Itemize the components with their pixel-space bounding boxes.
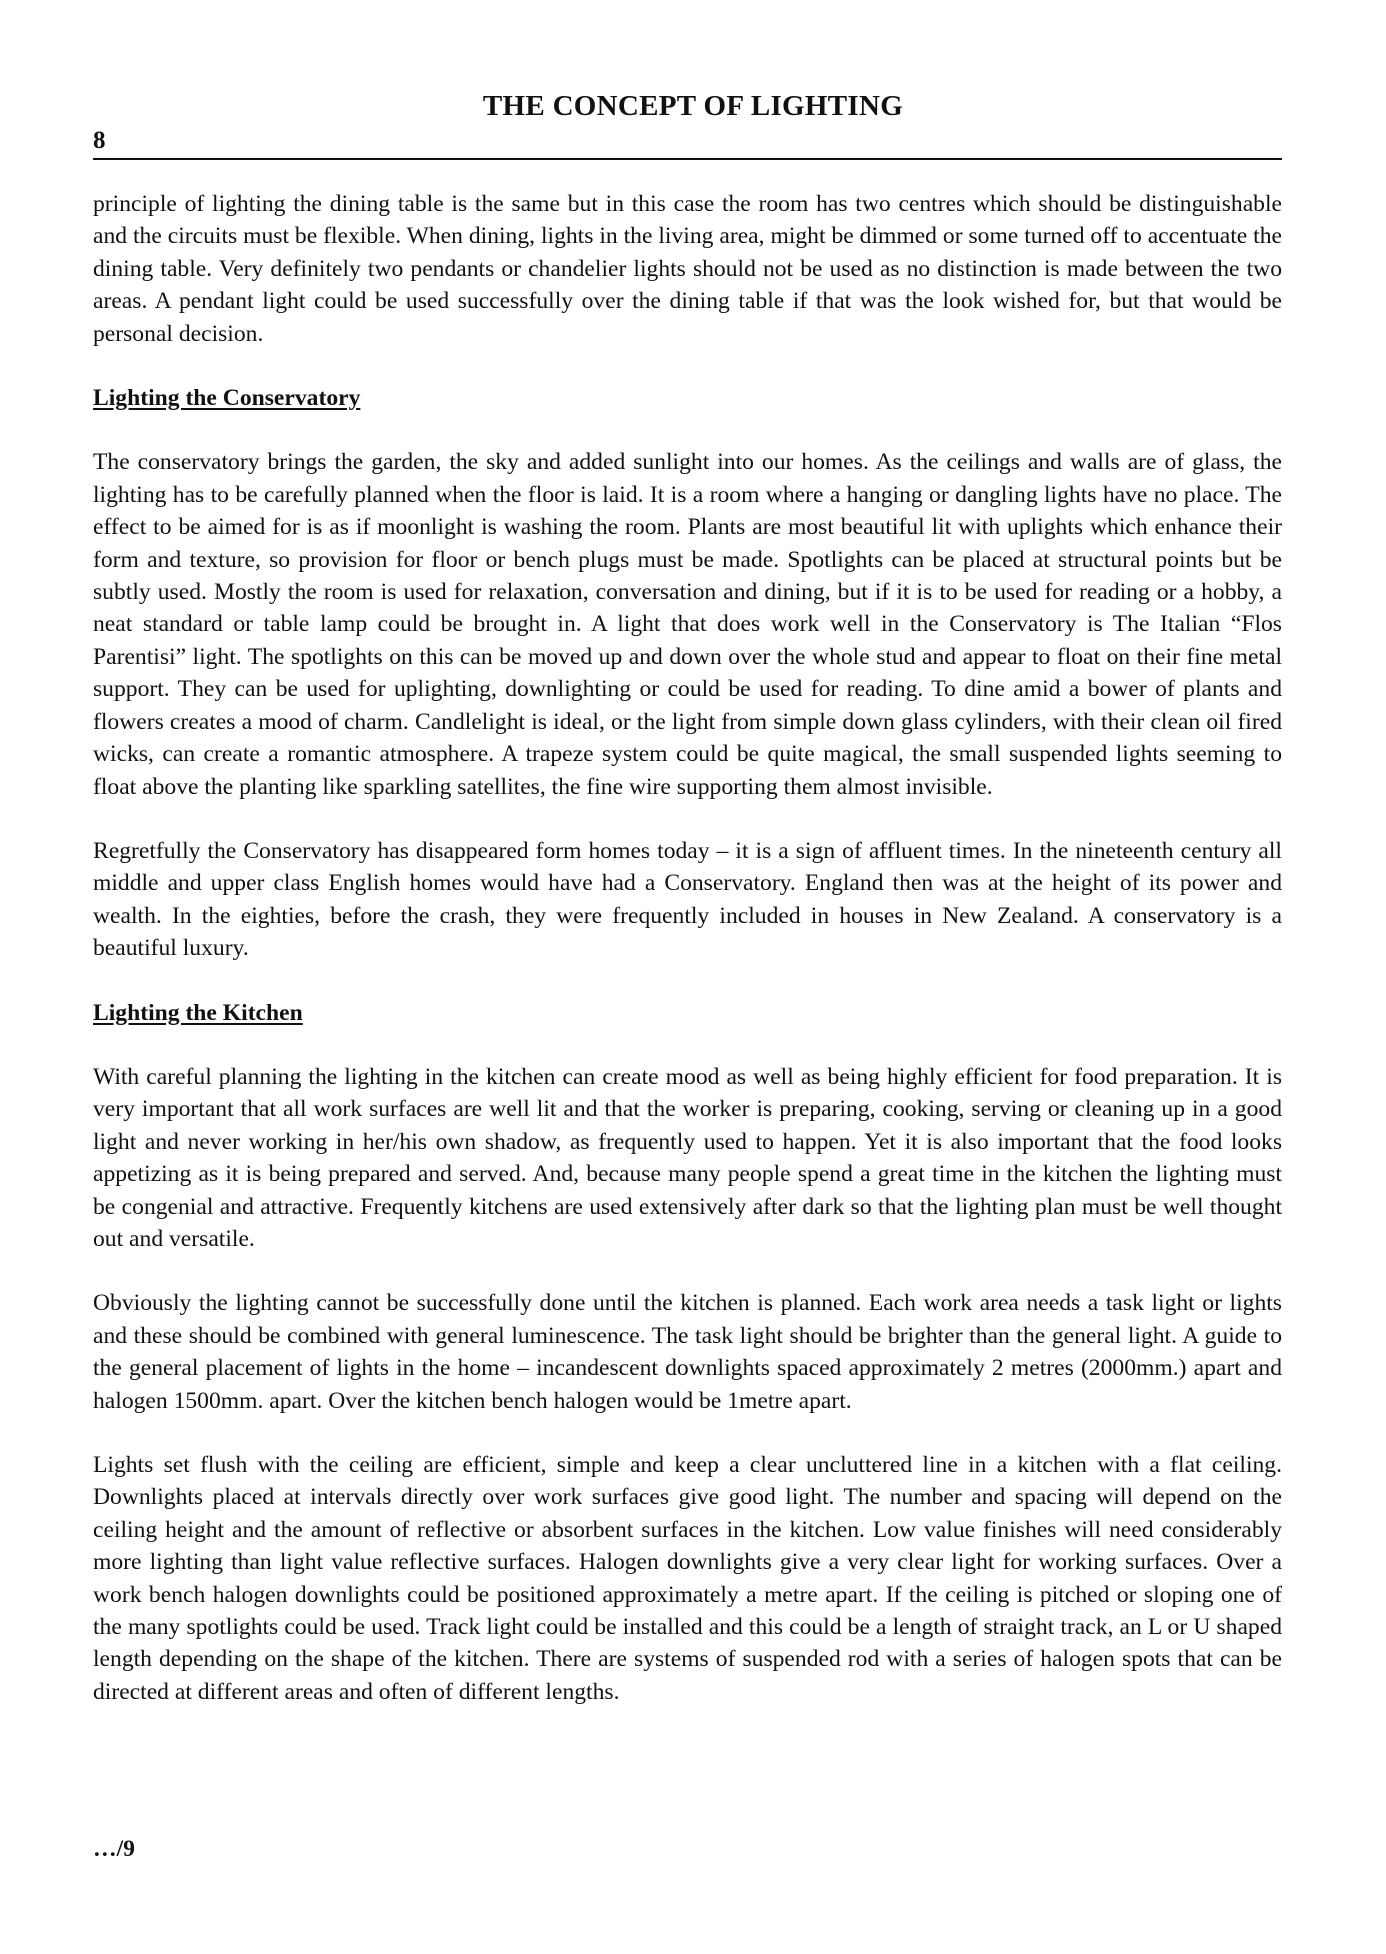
intro-paragraph: principle of lighting the dining table is the same but in this case the room has two centres which should be distinguishable and the circuits must be flexible. When dining, lights in the living area, might be dimmed or some turned off to accentuate the dining table. Very definitely two pendants or chandelier lights should not be used as no distinction is made between the two areas. A pendant light could be used successfully over the dining table if that was the look wished for, but that would be personal decision. bbox=[93, 191, 1282, 347]
kitchen-paragraph-1: With careful planning the lighting in the kitchen can create mood as well as being highly efficient for food preparation. It is very important that all work surfaces are well lit and that the worker is preparing, cooking, serving or cleaning up in a good light and never working in her/his own shadow, as frequently used to happen. Yet it is also important that the food looks appetizing as it is being prepared and served. And, because many people spend a great time in the kitchen the lighting must be congenial and attractive. Frequently kitchens are used extensively after dark so that the lighting plan must be well thought out and versatile. bbox=[93, 1063, 1282, 1252]
conservatory-paragraph-2: Regretfully the Conservatory has disappeared form homes today – it is a sign of affluent times. In the nineteenth century all middle and upper class English homes would have had a Conservatory. England then was at the height of its power and wealth. In the eighties, before the crash, they were frequently included in houses in New Zealand. A conservatory is a beautiful luxury. bbox=[93, 837, 1282, 962]
section-heading-conservatory: Lighting the Conservatory bbox=[93, 385, 361, 412]
continuation-marker: …/9 bbox=[93, 1836, 135, 1862]
section-heading-kitchen: Lighting the Kitchen bbox=[93, 999, 303, 1026]
conservatory-paragraph-1: The conservatory brings the garden, the sky and added sunlight into our homes. As the ceilings and walls are of glass, the lighting has to be carefully planned when the floor is laid. It is a room where a hanging or dangling lights have no place. The effect to be aimed for is as if moonlight is washing the room. Plants are most beautiful lit with uplights which enhance their form and texture, so provision for floor or bench plugs must be made. Spotlights can be placed at structural points but be subtly used. Mostly the room is used for relaxation, conversation and dining, but if it is to be used for reading or a hobby, a neat standard or table lamp could be brought in. A light that does work well in the Conservatory is The Italian “Flos Parentisi” light. The spotlights on this can be moved up and down over the whole stud and appear to float on their fine metal support. They can be used for uplighting, downlighting or could be used for reading. To dine amid a bower of plants and flowers creates a mood of charm. Candlelight is ideal, or the light from simple down glass cylinders, with their clean oil fired wicks, can create a romantic atmosphere. A trapeze system could be quite magical, the small suspended lights seeming to float above the planting like sparkling satellites, the fine wire supporting them almost invisible. bbox=[93, 449, 1282, 800]
kitchen-paragraph-2: Obviously the lighting cannot be successfully done until the kitchen is planned. Each work area needs a task light or lights and these should be combined with general luminescence. The task light should be brighter than the general light. A guide to the general placement of lights in the home – incandescent downlights spaced approximately 2 metres (2000mm.) apart and halogen 1500mm. apart. Over the kitchen bench halogen would be 1metre apart. bbox=[93, 1290, 1282, 1414]
page-title: THE CONCEPT OF LIGHTING bbox=[482, 90, 904, 122]
page-number: 8 bbox=[93, 127, 106, 154]
kitchen-paragraph-3: Lights set flush with the ceiling are efficient, simple and keep a clear uncluttered line in a kitchen with a flat ceiling. Downlights placed at intervals directly over work surfaces give good light. The number and spacing will depend on the ceiling height and the amount of reflective or absorbent surfaces in the kitchen. Low value finishes will need considerably more lighting than light value reflective surfaces. Halogen downlights give a very clear light for working surfaces. Over a work bench halogen downlights could be positioned approximately a metre apart. If the ceiling is pitched or sloping one of the many spotlights could be used. Track light could be installed and this could be a length of straight track, an L or U shaped length depending on the shape of the kitchen. There are systems of suspended rod with a series of halogen spots that can be directed at different areas and often of different lengths. bbox=[93, 1452, 1282, 1705]
document-body bbox=[93, 188, 1282, 1740]
header-divider bbox=[93, 158, 1282, 160]
